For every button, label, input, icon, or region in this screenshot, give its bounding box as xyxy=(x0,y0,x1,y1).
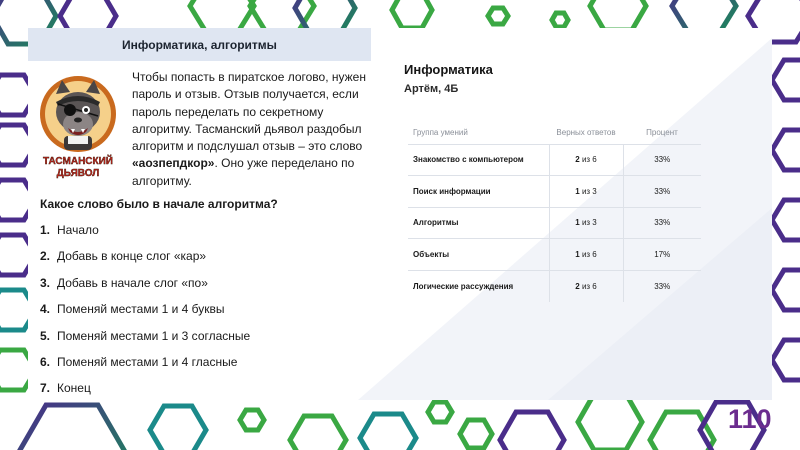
algorithm-steps xyxy=(40,223,250,400)
svg-text:ТАСМАНСКИЙ: ТАСМАНСКИЙ xyxy=(42,156,114,167)
task-code-word: «аозпепдкор» xyxy=(132,156,215,171)
percent-cell: 33% xyxy=(623,207,701,239)
percent-cell: 33% xyxy=(623,144,701,176)
column-header-correct: Верных ответов xyxy=(556,128,616,138)
task-question: Какое слово было в начале алгоритма? xyxy=(40,197,278,211)
mascot-label xyxy=(43,154,113,179)
algorithm-step: 5. Поменяй местами 1 и 3 согласные xyxy=(40,328,251,343)
skill-cell: Поиск информации xyxy=(408,176,549,208)
algorithm-step: 6. Поменяй местами 1 и 4 гласные xyxy=(40,354,238,369)
correct-cell: 1 из 6 xyxy=(549,239,623,271)
correct-cell: 1 из 3 xyxy=(549,176,623,208)
skill-cell: Логические рассуждения xyxy=(408,270,549,302)
skill-cell: Объекты xyxy=(408,239,549,271)
slide-card xyxy=(28,28,772,400)
algorithm-step: 3. Добавь в начале слог «по» xyxy=(40,275,208,290)
algorithm-step: 1. Начало xyxy=(40,223,99,237)
correct-cell: 2 из 6 xyxy=(549,270,623,302)
skill-cell: Знакомство с компьютером xyxy=(408,144,549,176)
table-row xyxy=(408,144,701,176)
table-row xyxy=(408,207,701,239)
percent-cell: 33% xyxy=(623,270,701,302)
column-header-skill: Группа умений xyxy=(413,128,468,138)
results-table xyxy=(408,122,701,302)
table-row xyxy=(408,270,701,302)
report-title: Информатика xyxy=(404,62,493,77)
table-row xyxy=(408,239,701,271)
algorithm-step: 4. Поменяй местами 1 и 4 буквы xyxy=(40,302,225,317)
task-header-title: Информатика, алгоритмы xyxy=(122,37,277,52)
percent-cell: 33% xyxy=(623,176,701,208)
task-text-outro: . Оно уже переделано по алгоритму. xyxy=(132,156,355,188)
table-header-row xyxy=(408,122,701,144)
correct-cell: 2 из 6 xyxy=(549,144,623,176)
svg-text:ДЬЯВОЛ: ДЬЯВОЛ xyxy=(56,168,100,179)
percent-cell: 17% xyxy=(623,239,701,271)
tasmanian-devil-mascot-icon xyxy=(38,72,118,184)
table-row xyxy=(408,176,701,208)
page-number: 110 xyxy=(728,404,772,434)
algorithm-step: 2. Добавь в конце слог «кар» xyxy=(40,249,207,264)
task-text-intro: Чтобы попасть в пиратское логово, нужен пароль и отзыв. Отзыв получается, если пароль переделать по секретному алгоритму. Тасманский дьявол раздобыл алгоритм и подслушал отзыв – это слово xyxy=(132,70,366,154)
student-name: Артём, 4Б xyxy=(404,83,459,95)
task-header xyxy=(28,28,371,61)
task-description xyxy=(132,69,368,190)
correct-cell: 1 из 3 xyxy=(549,207,623,239)
column-header-percent: Процент xyxy=(646,128,678,138)
skill-cell: Алгоритмы xyxy=(408,207,549,239)
algorithm-step: 7. Конец xyxy=(40,381,91,396)
